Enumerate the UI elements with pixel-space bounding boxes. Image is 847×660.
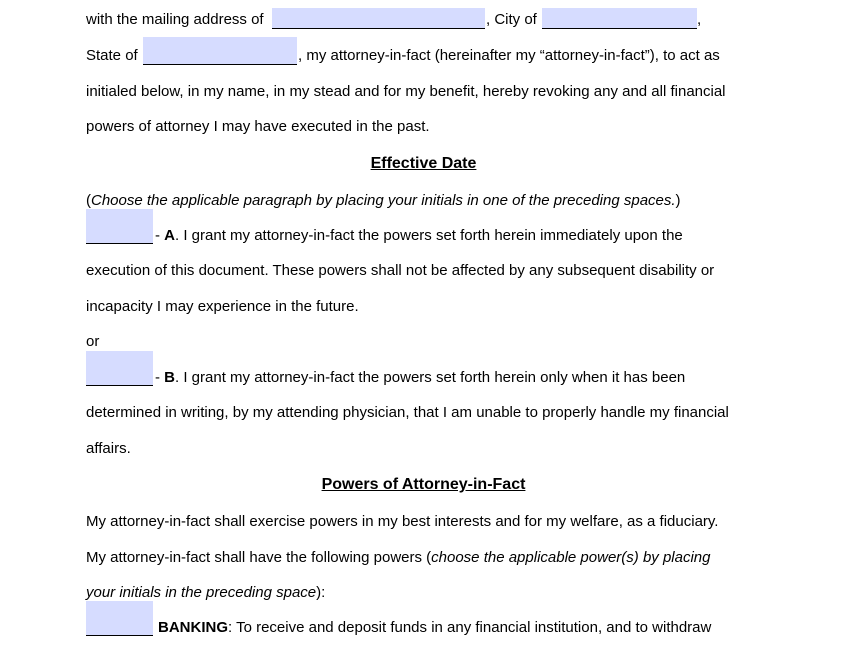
paren-close: ) [675,192,681,209]
state-label: State of [86,47,138,64]
powers-line-3-italic: your initials in the preceding space [86,584,317,601]
powers-line-2 [86,549,711,567]
option-b-dash: - [155,369,165,386]
paren-open: ( [86,192,91,209]
or-separator: or [86,333,100,350]
powers-line-3 [86,584,325,602]
option-a-line [155,227,683,245]
option-b-line [155,369,685,387]
option-a-letter: A [164,227,176,244]
state-field[interactable] [143,37,297,65]
banking-line [158,619,711,637]
comma-text: , [697,11,702,28]
powers-line-1: My attorney-in-fact shall exercise powers in my best interests and for my welfare, as a fiduciary. [86,513,719,530]
initials-field-option-b[interactable] [86,351,153,386]
choose-instruction [86,192,681,210]
city-label-wrap [486,11,537,29]
state-line [86,47,138,65]
attorney-intro-wrap [298,47,720,65]
city-comma [697,11,701,29]
option-a-dash: - [155,227,165,244]
powers-heading: Powers of Attorney-in-Fact [321,476,526,493]
powers-line-2-text: My attorney-in-fact shall have the following powers ( [86,549,432,566]
paragraph-line-3: initialed below, in my name, in my stead and for my benefit, hereby revoking any and all financial [86,83,726,100]
banking-label: BANKING [158,619,228,636]
option-a-line-2: execution of this document. These powers shall not be affected by any subsequent disability or [86,262,715,279]
option-b-line-2: determined in writing, by my attending physician, that I am unable to properly handle my financial [86,404,729,421]
option-b-line-3: affairs. [86,440,131,457]
mailing-address-label: with the mailing address of [86,11,264,28]
initials-field-option-a[interactable] [86,209,153,244]
banking-text: : To receive and deposit funds in any financial institution, and to withdraw [228,619,712,636]
city-field[interactable] [542,8,697,29]
initials-field-banking[interactable] [86,601,153,636]
city-label: , City of [486,11,537,28]
powers-line-3-text: ): [316,584,326,601]
attorney-intro-text: , my attorney-in-fact (hereinafter my “attorney-in-fact”), to act as [298,47,720,64]
choose-instruction-text: Choose the applicable paragraph by placing your initials in one of the preceding spaces. [91,192,676,209]
option-b-letter: B [164,369,176,386]
effective-date-heading: Effective Date [370,155,477,172]
option-a-text: . I grant my attorney-in-fact the powers set forth herein immediately upon the [175,227,683,244]
powers-line-2-italic: choose the applicable power(s) by placing [431,549,711,566]
mailing-address-field[interactable] [272,8,485,29]
paragraph-line-4: powers of attorney I may have executed in the past. [86,118,430,135]
option-a-line-3: incapacity I may experience in the future. [86,298,359,315]
option-b-text: . I grant my attorney-in-fact the powers set forth herein only when it has been [175,369,686,386]
mailing-address-line [86,11,264,29]
